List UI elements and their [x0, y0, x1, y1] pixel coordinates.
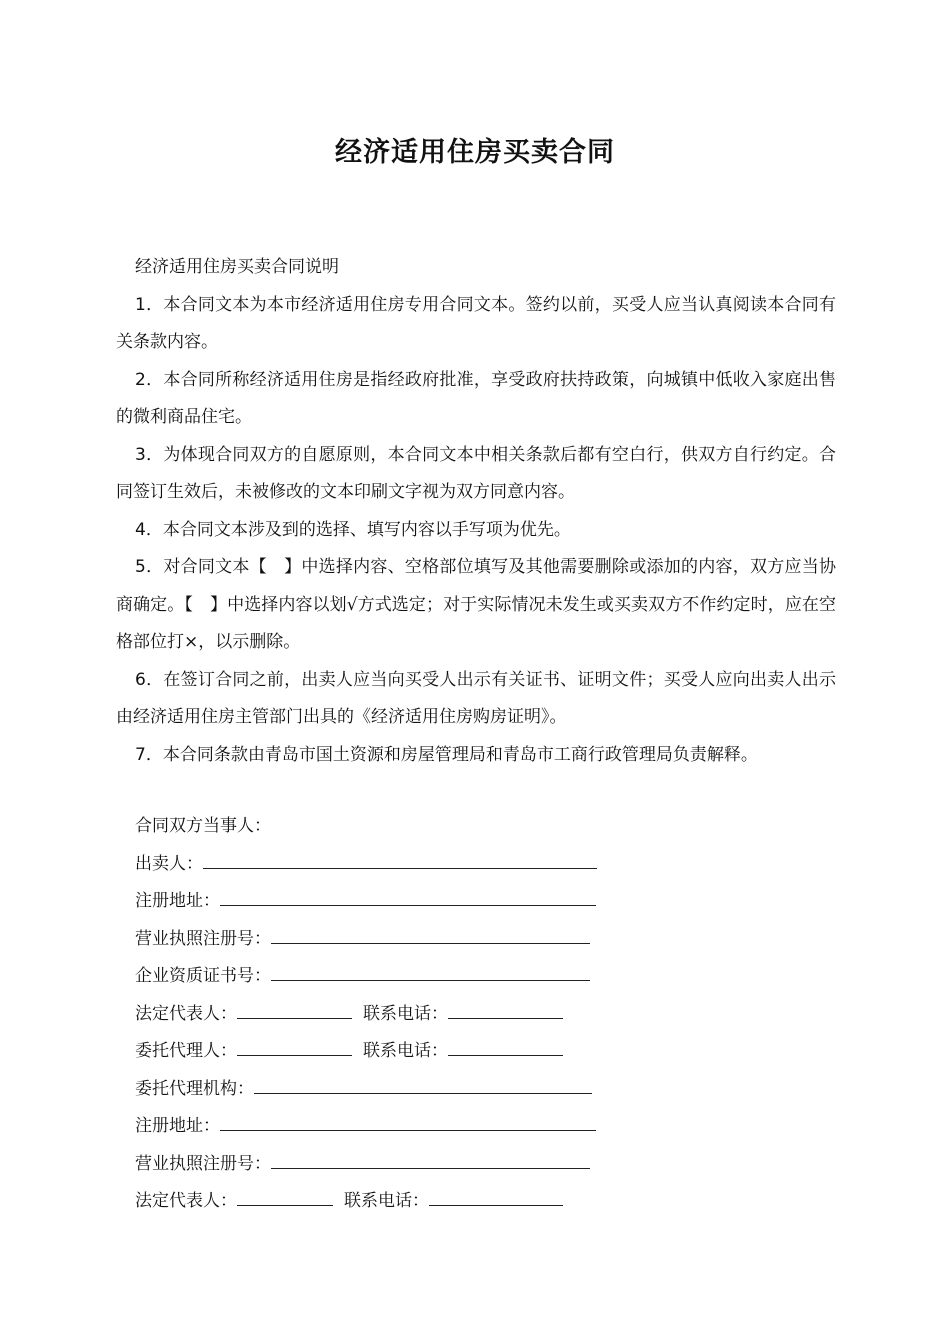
- note-item: 4．本合同文本涉及到的选择、填写内容以手写项为优先。: [135, 519, 571, 540]
- document-title: 经济适用住房买卖合同: [335, 137, 615, 168]
- agency-label: 委托代理机构：: [135, 1078, 254, 1099]
- agency-license-no-field[interactable]: [271, 1146, 590, 1169]
- note-item: 7．本合同条款由青岛市国土资源和房屋管理局和青岛市工商行政管理局负责解释。: [135, 744, 758, 765]
- qualification-no-label: 企业资质证书号：: [135, 966, 271, 986]
- agent-label: 委托代理人：: [135, 1041, 237, 1061]
- parties-heading: 合同双方当事人：: [135, 816, 271, 836]
- reg-address-field[interactable]: [220, 883, 596, 906]
- agency-license-no-label: 营业执照注册号：: [135, 1153, 271, 1174]
- notes-heading: 经济适用住房买卖合同说明: [135, 257, 339, 277]
- agency-reg-address-field[interactable]: [220, 1108, 596, 1131]
- note-item: 1．本合同文本为本市经济适用住房专用合同文本。签约以前，买受人应当认真阅读本合同有关条款内容。: [116, 294, 836, 352]
- note-item: 6．在签订合同之前，出卖人应当向买受人出示有关证书、证明文件；买受人应向出卖人出示由经济适用住房主管部门出具的《经济适用住房购房证明》。: [116, 669, 836, 727]
- note-item: 5．对合同文本【 】中选择内容、空格部位填写及其他需要删除或添加的内容，双方应当协商确定。【 】中选择内容以划√方式选定；对于实际情况未发生或买卖双方不作约定时，应在空格部位打×，以示删除。: [116, 557, 836, 652]
- agency-field[interactable]: [254, 1071, 592, 1094]
- agent-phone-label: 联系电话：: [363, 1041, 448, 1061]
- qualification-no-field[interactable]: [271, 958, 590, 981]
- reg-address-label: 注册地址：: [135, 891, 220, 911]
- agency-reg-address-label: 注册地址：: [135, 1116, 220, 1136]
- note-item: 2．本合同所称经济适用住房是指经政府批准，享受政府扶持政策，向城镇中低收入家庭出售的微利商品住宅。: [116, 369, 836, 427]
- agent-phone-field[interactable]: [448, 1033, 563, 1056]
- agency-legal-rep-label: 法定代表人：: [135, 1191, 237, 1211]
- note-item: 3．为体现合同双方的自愿原则，本合同文本中相关条款后都有空白行，供双方自行约定。合同签订生效后，未被修改的文本印刷文字视为双方同意内容。: [116, 444, 836, 502]
- legal-rep-label: 法定代表人：: [135, 1003, 237, 1024]
- parties-section: [135, 808, 597, 1221]
- seller-field[interactable]: [203, 846, 597, 869]
- phone-label: 联系电话：: [363, 1003, 448, 1024]
- contract-notes: [116, 249, 836, 774]
- phone-field[interactable]: [448, 996, 563, 1019]
- agency-phone-label: 联系电话：: [344, 1191, 429, 1211]
- seller-label: 出卖人：: [135, 853, 203, 874]
- legal-rep-field[interactable]: [237, 996, 352, 1019]
- license-no-label: 营业执照注册号：: [135, 928, 271, 949]
- agency-legal-rep-field[interactable]: [237, 1183, 333, 1206]
- agent-field[interactable]: [237, 1033, 352, 1056]
- license-no-field[interactable]: [271, 921, 590, 944]
- agency-phone-field[interactable]: [429, 1183, 563, 1206]
